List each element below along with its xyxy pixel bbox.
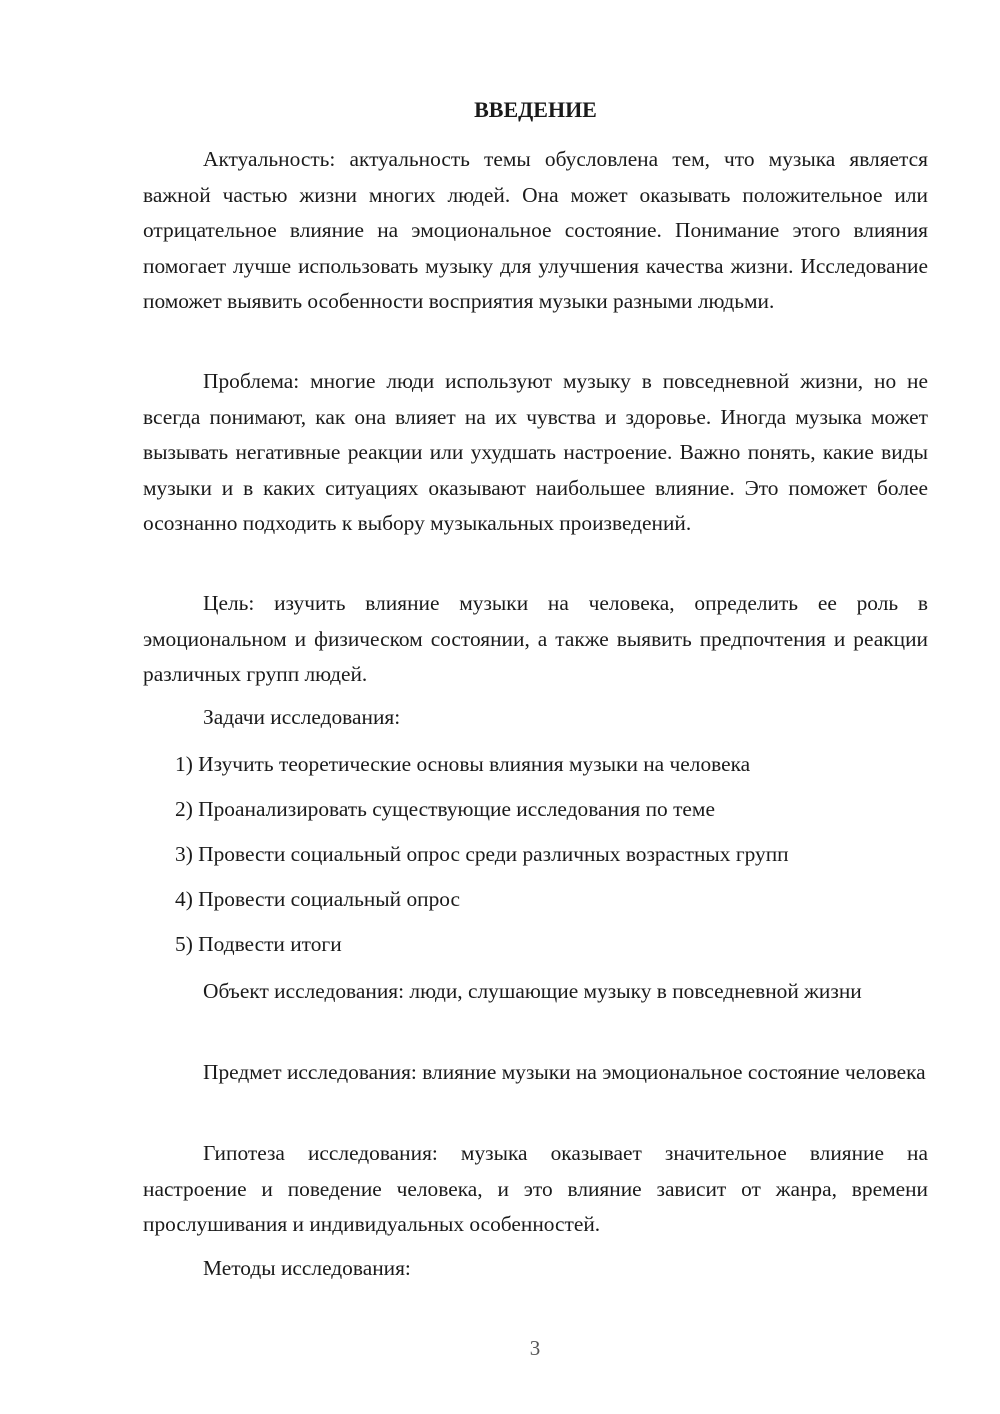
page-number: 3 (529, 1336, 541, 1360)
problem-paragraph: Проблема: многие люди используют музыку в повседневной жизни, но не всегда понимают, как она влияет на их чувства и здоровье. Иногда музыка может вызывать негативные реакции или ухудшать настроение. Важно понять, какие виды музыки и в каких ситуациях оказывают наибольшее влияние. Это поможет более осознанно подходить к выбору музыкальных произведений. (143, 369, 928, 535)
tasks-title: Задачи исследования: (203, 705, 401, 729)
subject-paragraph: Предмет исследования: влияние музыки на эмоциональное состояние человека (203, 1060, 926, 1084)
object-paragraph: Объект исследования: люди, слушающие музыку в повседневной жизни (203, 979, 862, 1003)
task-item: 1) Изучить теоретические основы влияния музыки на человека (175, 752, 751, 776)
relevance-paragraph: Актуальность: актуальность темы обусловлена тем, что музыка является важной частью жизни многих людей. Она может оказывать положительное или отрицательное влияние на эмоциональное состояние. Понимание этого влияния помогает лучше использовать музыку для улучшения качества жизни. Исследование поможет выявить особенности восприятия музыки разными людьми. (143, 147, 928, 313)
hypothesis-paragraph: Гипотеза исследования: музыка оказывает значительное влияние на настроение и поведение человека, и это влияние зависит от жанра, времени прослушивания и индивидуальных особенностей. (143, 1141, 928, 1236)
methods-title: Методы исследования: (203, 1256, 411, 1280)
goal-paragraph: Цель: изучить влияние музыки на человека, определить ее роль в эмоциональном и физическом состоянии, а также выявить предпочтения и реакции различных групп людей. (143, 591, 928, 686)
task-item: 2) Проанализировать существующие исследования по теме (175, 797, 715, 821)
task-item: 4) Провести социальный опрос (175, 887, 461, 911)
task-item: 3) Провести социальный опрос среди различных возрастных групп (175, 842, 789, 866)
task-item: 5) Подвести итоги (175, 932, 342, 956)
section-heading: ВВЕДЕНИЕ (474, 97, 597, 122)
